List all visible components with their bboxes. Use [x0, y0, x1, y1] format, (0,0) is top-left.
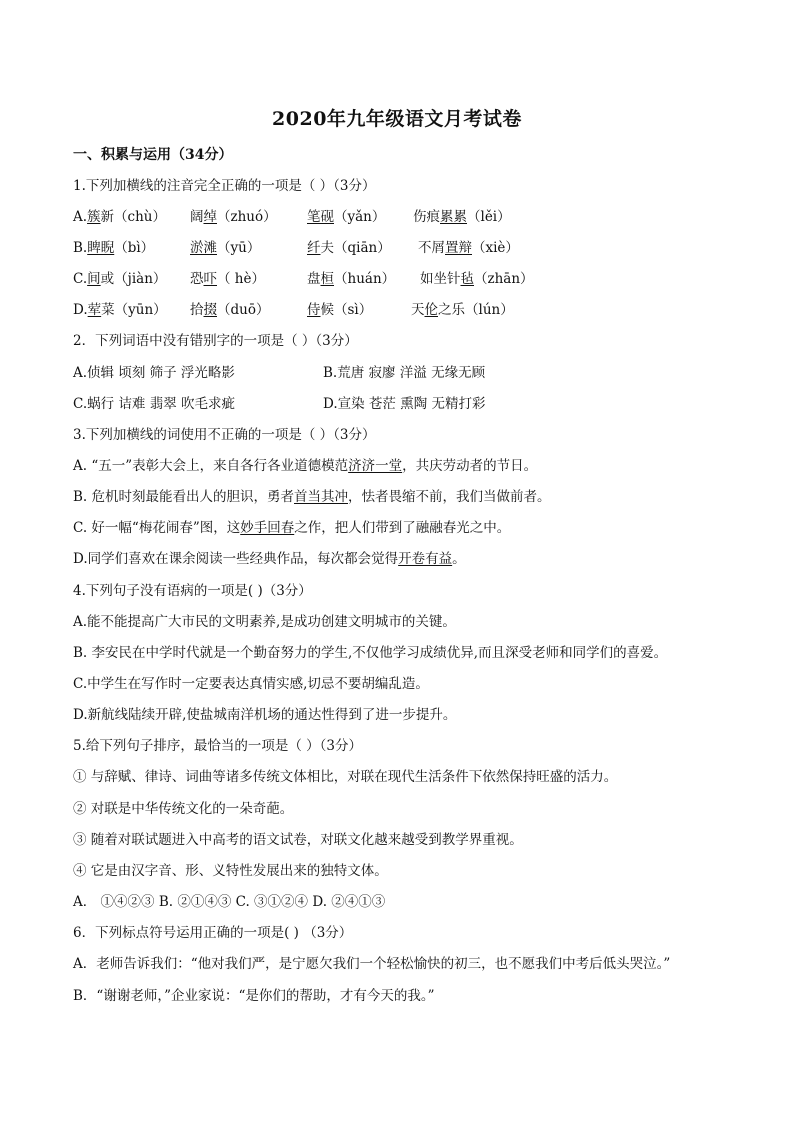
- q3-option-d: D.同学们喜欢在课余阅读一些经典作品，每次都会觉得开卷有益。: [73, 551, 466, 567]
- q3-option-c: C. 好一幅“梅花闹春”图，这妙手回春之作，把人们带到了融融春光之中。: [73, 520, 511, 536]
- q4-stem: 4.下列句子没有语病的一项是( )（3分）: [73, 583, 312, 599]
- q1-a-2: 阔绰（zhuó）: [190, 209, 277, 225]
- q5-options: A． ①④②③ B. ②①④③ C. ③①②④ D. ②④①③: [73, 894, 386, 910]
- q5-sentence-1: ① 与辞赋、律诗、词曲等诸多传统文体相比，对联在现代生活条件下依然保持旺盛的活力。: [73, 769, 618, 785]
- q6-option-b: B．“谢谢老师，”企业家说：“是你们的帮助，才有今天的我。”: [73, 988, 435, 1004]
- q4-option-c: C.中学生在写作时一定要表达真情实感,切忌不要胡编乱造。: [73, 676, 429, 692]
- q1-b-3: 纤夫（qiān）: [307, 240, 391, 256]
- q5-sentence-3: ③ 随着对联试题进入中高考的语文试卷，对联文化越来越受到教学界重视。: [73, 832, 523, 848]
- q1-d-3: 侍候（sì）: [307, 302, 373, 318]
- q4-option-a: A.能不能提高广大市民的文明素养,是成功创建文明城市的关键。: [73, 614, 456, 630]
- page-title: 2020年九年级语文月考试卷: [272, 108, 522, 130]
- q6-option-a: A．老师告诉我们：“他对我们严，是宁愿欠我们一个轻松愉快的初三，也不愿我们中考后低头哭泣。”: [73, 956, 671, 972]
- q1-b-4: 不屑置辩（xiè）: [418, 240, 519, 256]
- q1-c-3: 盘桓（huán）: [307, 271, 396, 287]
- q3-stem: 3.下列加横线的词使用不正确的一项是（ ）（3分）: [73, 427, 376, 443]
- q1-b-2: 淤滩（yū）: [190, 240, 261, 256]
- q1-stem: 1.下列加横线的注音完全正确的一项是（ ）（3分）: [73, 178, 376, 194]
- q5-sentence-2: ② 对联是中华传统文化的一朵奇葩。: [73, 801, 294, 817]
- q1-c-2: 恐吓（ hè）: [190, 271, 265, 287]
- q1-a-3: 笔砚（yǎn）: [307, 209, 386, 225]
- q2-stem: 2．下列词语中没有错别字的一项是（ ）（3分）: [73, 333, 358, 349]
- q1-d-1: D.荤菜（yūn）: [73, 302, 167, 318]
- q1-a-1: A.簇新（chù）: [73, 209, 166, 225]
- q1-d-2: 拾掇（duō）: [190, 302, 270, 318]
- q3-option-a: A. “五一”表彰大会上，来自各行各业道德模范济济一堂，共庆劳动者的节日。: [73, 458, 538, 474]
- q5-stem: 5.给下列句子排序，最恰当的一项是（ ）（3分）: [73, 738, 363, 754]
- q1-b-1: B.睥睨（bì）: [73, 240, 155, 256]
- q2-option-c: C.蜗行 诘难 翡翠 吹毛求疵: [73, 396, 236, 412]
- q4-option-d: D.新航线陆续开辟,使盐城南洋机场的通达性得到了进一步提升。: [73, 707, 457, 723]
- q2-option-b: B.荒唐 寂廖 洋溢 无缘无顾: [323, 365, 486, 381]
- q2-option-a: A.侦辑 顷刻 筛子 浮光略影: [73, 365, 235, 381]
- q2-option-d: D.宣染 苍茫 熏陶 无精打彩: [323, 396, 486, 412]
- q6-stem: 6．下列标点符号运用正确的一项是( ) （3分）: [73, 925, 353, 941]
- q4-option-b: B. 李安民在中学时代就是一个勤奋努力的学生,不仅他学习成绩优异,而且深受老师和同学们的喜爱。: [73, 645, 668, 661]
- q3-option-b: B. 危机时刻最能看出人的胆识，勇者首当其冲，怯者畏缩不前，我们当做前者。: [73, 489, 551, 505]
- q5-sentence-4: ④ 它是由汉字音、形、义特性发展出来的独特文体。: [73, 863, 388, 879]
- q1-d-4: 天伦之乐（lún）: [411, 302, 514, 318]
- q1-a-4: 伤痕累累（lěi）: [413, 209, 511, 225]
- section-heading: 一、积累与运用（34分）: [73, 147, 233, 163]
- q1-c-4: 如坐针毡（zhān）: [420, 271, 534, 287]
- q1-c-1: C.间或（jiàn）: [73, 271, 167, 287]
